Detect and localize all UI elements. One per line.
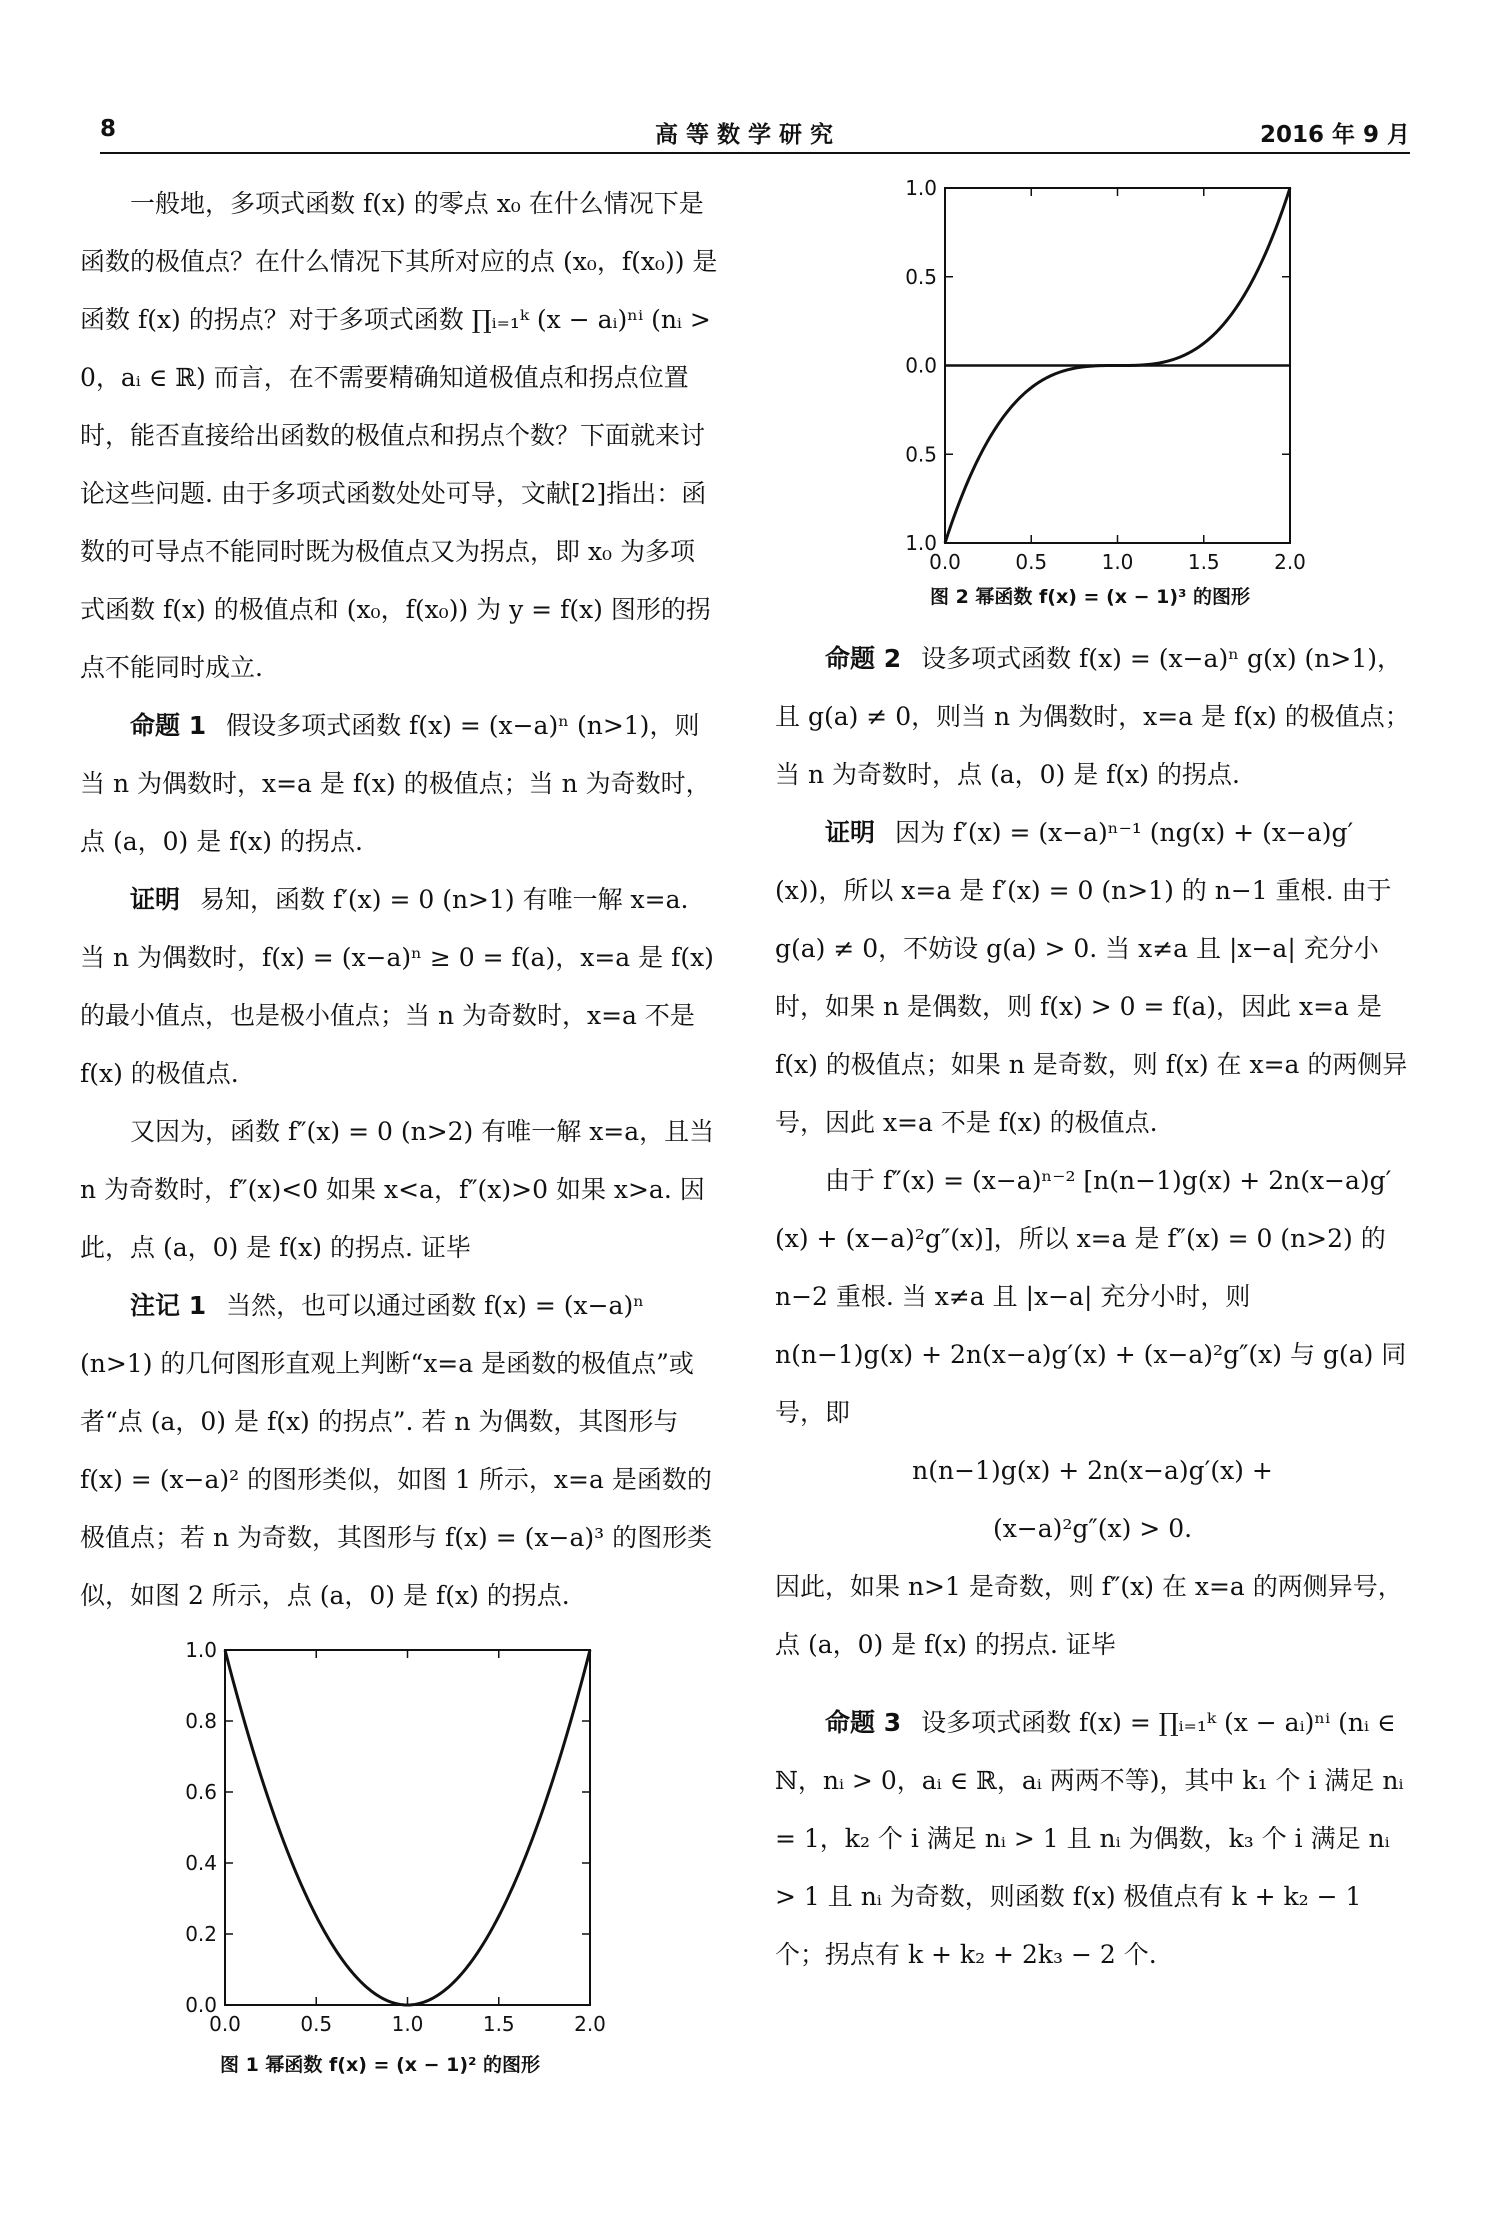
x-tick-label: 2.0	[1274, 550, 1306, 574]
x-tick-label: 0.5	[1015, 550, 1048, 574]
figure-2-caption: 图 2 幂函数 f(x) = (x − 1)³ 的图形	[929, 586, 1251, 608]
equation-line-1: n(n−1)g(x) + 2n(x−a)g′(x) +	[912, 1456, 1273, 1485]
y-tick-label: 0.0	[185, 1993, 217, 2017]
intro-paragraph: 一般地，多项式函数 f(x) 的零点 x₀ 在什么情况下是函数的极值点？在什么情况下其所对应的点 (x₀，f(x₀)) 是函数 f(x) 的拐点？对于多项式函数 ∏ᵢ₌₁ᵏ (x − aᵢ)ⁿⁱ (nᵢ > 0，aᵢ ∈ ℝ) 而言，在不需要精确知道极值点和拐点位置时，能否直接给出函数的极值点和拐点个数？下面就来讨论这些问题. 由于多项式函数处处可导，文献[2]指出：函数的可导点不能同时既为极值点又为拐点，即 x₀ 为多项式函数 f(x) 的极值点和 (x₀，f(x₀)) 为 y = f(x) 图形的拐点不能同时成立.	[80, 189, 718, 682]
proof-1-label: 证明	[130, 885, 181, 914]
y-tick-label: 1.0	[185, 1638, 217, 1662]
x-tick-label: 1.0	[391, 2012, 424, 2036]
left-column	[80, 175, 720, 1625]
proof-2-continued: 由于 f″(x) = (x−a)ⁿ⁻² [n(n−1)g(x) + 2n(x−a)g′(x) + (x−a)²g″(x)]，所以 x=a 是 f″(x) = 0 (n>2) 的 n−2 重根. 当 x≠a 且 |x−a| 充分小时，则	[775, 1166, 1392, 1311]
y-tick-label: 0.4	[185, 1851, 217, 1875]
figure-2	[880, 176, 1306, 609]
page-number: 8	[100, 116, 117, 142]
proposition-1-text: 假设多项式函数 f(x) = (x−a)ⁿ (n>1)，则当 n 为偶数时，x=a 是 f(x) 的极值点；当 n 为奇数时，点 (a，0) 是 f(x) 的拐点.	[80, 711, 711, 856]
x-tick-label: 1.5	[482, 2012, 515, 2036]
y-tick-label: 0.6	[185, 1780, 217, 1804]
proof-2-end: 因此，如果 n>1 是奇数，则 f″(x) 在 x=a 的两侧异号，点 (a，0) 是 f(x) 的拐点. 证毕	[775, 1572, 1403, 1659]
proposition-3	[775, 1694, 1410, 1984]
x-tick-label: 1.0	[1101, 550, 1134, 574]
proposition-2	[775, 630, 1410, 804]
y-tick-label: 0.8	[185, 1709, 217, 1733]
remark-1	[80, 1277, 720, 1625]
proof-2-text: 因为 f′(x) = (x−a)ⁿ⁻¹ (ng(x) + (x−a)g′(x))，所以 x=a 是 f′(x) = 0 (n>1) 的 n−1 重根. 由于 g(a) ≠ 0，不妨设 g(a) > 0. 当 x≠a 且 |x−a| 充分小时，如果 n 是偶数，则 f(x) > 0 = f(a)，因此 x=a 是 f(x) 的极值点；如果 n 是奇数，则 f(x) 在 x=a 的两侧异号，因此 x=a 不是 f(x) 的极值点.	[775, 818, 1408, 1137]
y-tick-label: 1.0	[905, 176, 937, 200]
proposition-2-label: 命题 2	[825, 644, 902, 673]
y-tick-label: 0.5	[905, 442, 937, 467]
x-tick-label: 2.0	[574, 2012, 606, 2036]
figure-1-caption: 图 1 幂函数 f(x) = (x − 1)² 的图形	[219, 2054, 541, 2076]
proof-1	[80, 871, 720, 1103]
proposition-3-text: 设多项式函数 f(x) = ∏ᵢ₌₁ᵏ (x − aᵢ)ⁿⁱ (nᵢ ∈ ℕ，nᵢ > 0，aᵢ ∈ ℝ，aᵢ 两两不等)，其中 k₁ 个 i 满足 nᵢ = 1，k₂ 个 i 满足 nᵢ > 1 且 nᵢ 为偶数，k₃ 个 i 满足 nᵢ > 1 且 nᵢ 为奇数，则函数 f(x) 极值点有 k + k₂ − 1 个；拐点有 k + k₂ + 2k₃ − 2 个.	[775, 1708, 1404, 1969]
section-gap	[775, 1674, 1410, 1694]
figure-1-chart	[160, 1638, 606, 2040]
y-tick-label: 1.0	[905, 531, 937, 555]
remark-1-text: 当然，也可以通过函数 f(x) = (x−a)ⁿ (n>1) 的几何图形直观上判断“x=a 是函数的极值点”或者“点 (a，0) 是 f(x) 的拐点”. 若 n 为偶数，其图形与 f(x) = (x−a)² 的图形类似，如图 1 所示，x=a 是函数的极值点；若 n 为奇数，其图形与 f(x) = (x−a)³ 的图形类似，如图 2 所示，点 (a，0) 是 f(x) 的拐点.	[80, 1291, 713, 1610]
page-header	[100, 112, 1410, 154]
proof-1-text: 易知，函数 f′(x) = 0 (n>1) 有唯一解 x=a. 当 n 为偶数时，f(x) = (x−a)ⁿ ≥ 0 = f(a)，x=a 是 f(x) 的最小值点，也是极小值点；当 n 为奇数时，x=a 不是 f(x) 的极值点.	[80, 885, 714, 1088]
proof-2	[775, 804, 1410, 1152]
equation-line-2: (x−a)²g″(x) > 0.	[992, 1514, 1193, 1543]
proposition-3-label: 命题 3	[825, 1708, 902, 1737]
x-tick-label: 0.0	[209, 2012, 241, 2036]
proof-2-line: n(n−1)g(x) + 2n(x−a)g′(x) + (x−a)²g″(x) 与 g(a) 同号，即	[775, 1340, 1407, 1427]
y-tick-label: 0.0	[905, 353, 937, 378]
proof-1-continued: 又因为，函数 f″(x) = 0 (n>2) 有唯一解 x=a，且当 n 为奇数时，f″(x)<0 如果 x<a，f″(x)>0 如果 x>a. 因此，点 (a，0) 是 f(x) 的拐点. 证毕	[80, 1117, 715, 1262]
remark-1-label: 注记 1	[130, 1291, 207, 1320]
x-tick-label: 1.5	[1187, 550, 1220, 574]
y-tick-label: 0.2	[185, 1922, 217, 1946]
proposition-2-text: 设多项式函数 f(x) = (x−a)ⁿ g(x) (n>1)，且 g(a) ≠ 0，则当 n 为偶数时，x=a 是 f(x) 的极值点；当 n 为奇数时，点 (a，0) 是 f(x) 的拐点.	[775, 644, 1410, 789]
right-column	[775, 630, 1410, 1984]
x-tick-label: 0.0	[929, 550, 961, 574]
function-curve	[225, 1650, 590, 2005]
figure-1	[160, 1638, 606, 2077]
x-tick-label: 0.5	[300, 2012, 333, 2036]
proposition-1	[80, 697, 720, 871]
proposition-1-label: 命题 1	[130, 711, 207, 740]
y-tick-label: 0.5	[905, 264, 937, 289]
issue-date: 2016 年 9 月	[1259, 122, 1410, 148]
proof-2-label: 证明	[825, 818, 876, 847]
figure-2-chart	[880, 176, 1306, 578]
journal-title: 高 等 数 学 研 究	[655, 122, 834, 148]
